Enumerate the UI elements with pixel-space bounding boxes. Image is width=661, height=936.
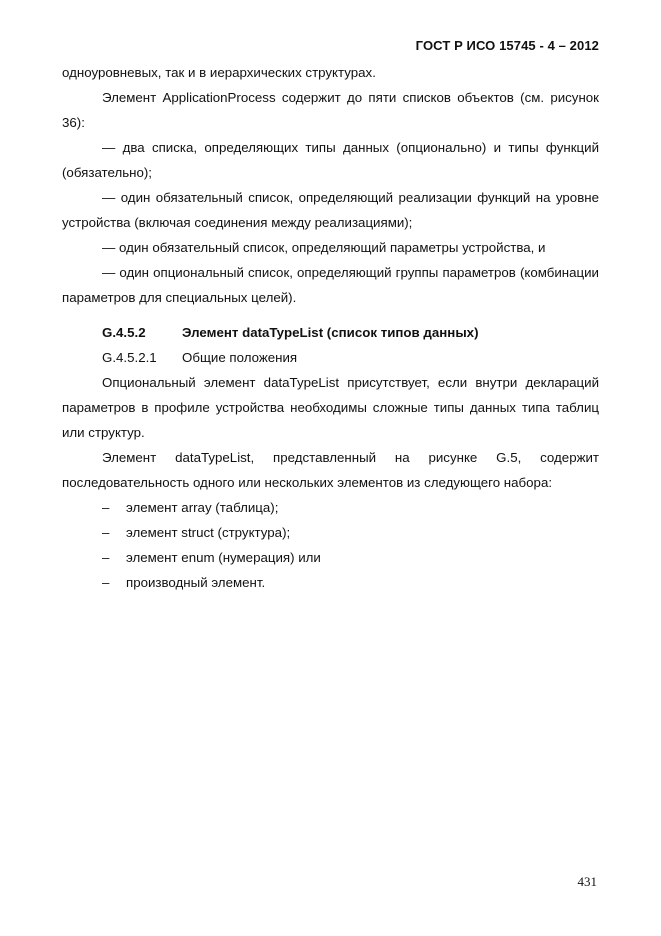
list-item-text: производный элемент. <box>126 575 266 590</box>
section-spacer <box>62 310 599 320</box>
section-title: Элемент dataTypeList (список типов данных) <box>182 325 479 340</box>
section-heading <box>62 320 599 345</box>
subsection-heading <box>62 345 599 370</box>
subsection-title: Общие положения <box>182 350 298 365</box>
list-marker: – <box>102 550 110 565</box>
section-number: G.4.5.2 <box>102 325 146 340</box>
list-item-data-types: — два списка, определяющих типы данных (опционально) и типы функций (обязательно); <box>62 140 599 180</box>
list-item <box>62 545 599 570</box>
list-item-text: элемент enum (нумерация) или <box>126 550 321 565</box>
list-item-functions: — один обязательный список, определяющий реализации функций на уровне устройства (включая соединения между реализациями); <box>62 190 599 230</box>
list-item-parameters: — один обязательный список, определяющий параметры устройства, и <box>102 240 546 255</box>
list-marker: – <box>102 500 110 515</box>
document-header: ГОСТ Р ИСО 15745 - 4 – 2012 <box>415 38 599 53</box>
list-marker: – <box>102 575 110 590</box>
paragraph-continuation: одноуровневых, так и в иерархических структурах. <box>62 65 376 80</box>
list-item-text: элемент array (таблица); <box>126 500 279 515</box>
page-number: 431 <box>577 874 597 889</box>
list-item <box>62 495 599 520</box>
list-marker: – <box>102 525 110 540</box>
paragraph-datatypelist: Элемент dataTypeList, представленный на рисунке G.5, содержит последовательность одного или нескольких элементов из следующего набора: <box>62 450 599 490</box>
list-item <box>62 520 599 545</box>
list-item <box>62 570 599 595</box>
paragraph-optional-element: Опциональный элемент dataTypeList присутствует, если внутри деклараций параметров в профиле устройства необходимы сложные типы данных типа таблиц или структур. <box>62 375 599 440</box>
paragraph-application-process: Элемент ApplicationProcess содержит до пяти списков объектов (см. рисунок 36): <box>62 90 599 130</box>
subsection-number: G.4.5.2.1 <box>102 350 157 365</box>
document-body <box>62 60 599 595</box>
list-item-parameter-groups: — один опциональный список, определяющий группы параметров (комбинации параметров для специальных целей). <box>62 265 599 305</box>
list-item-text: элемент struct (структура); <box>126 525 291 540</box>
